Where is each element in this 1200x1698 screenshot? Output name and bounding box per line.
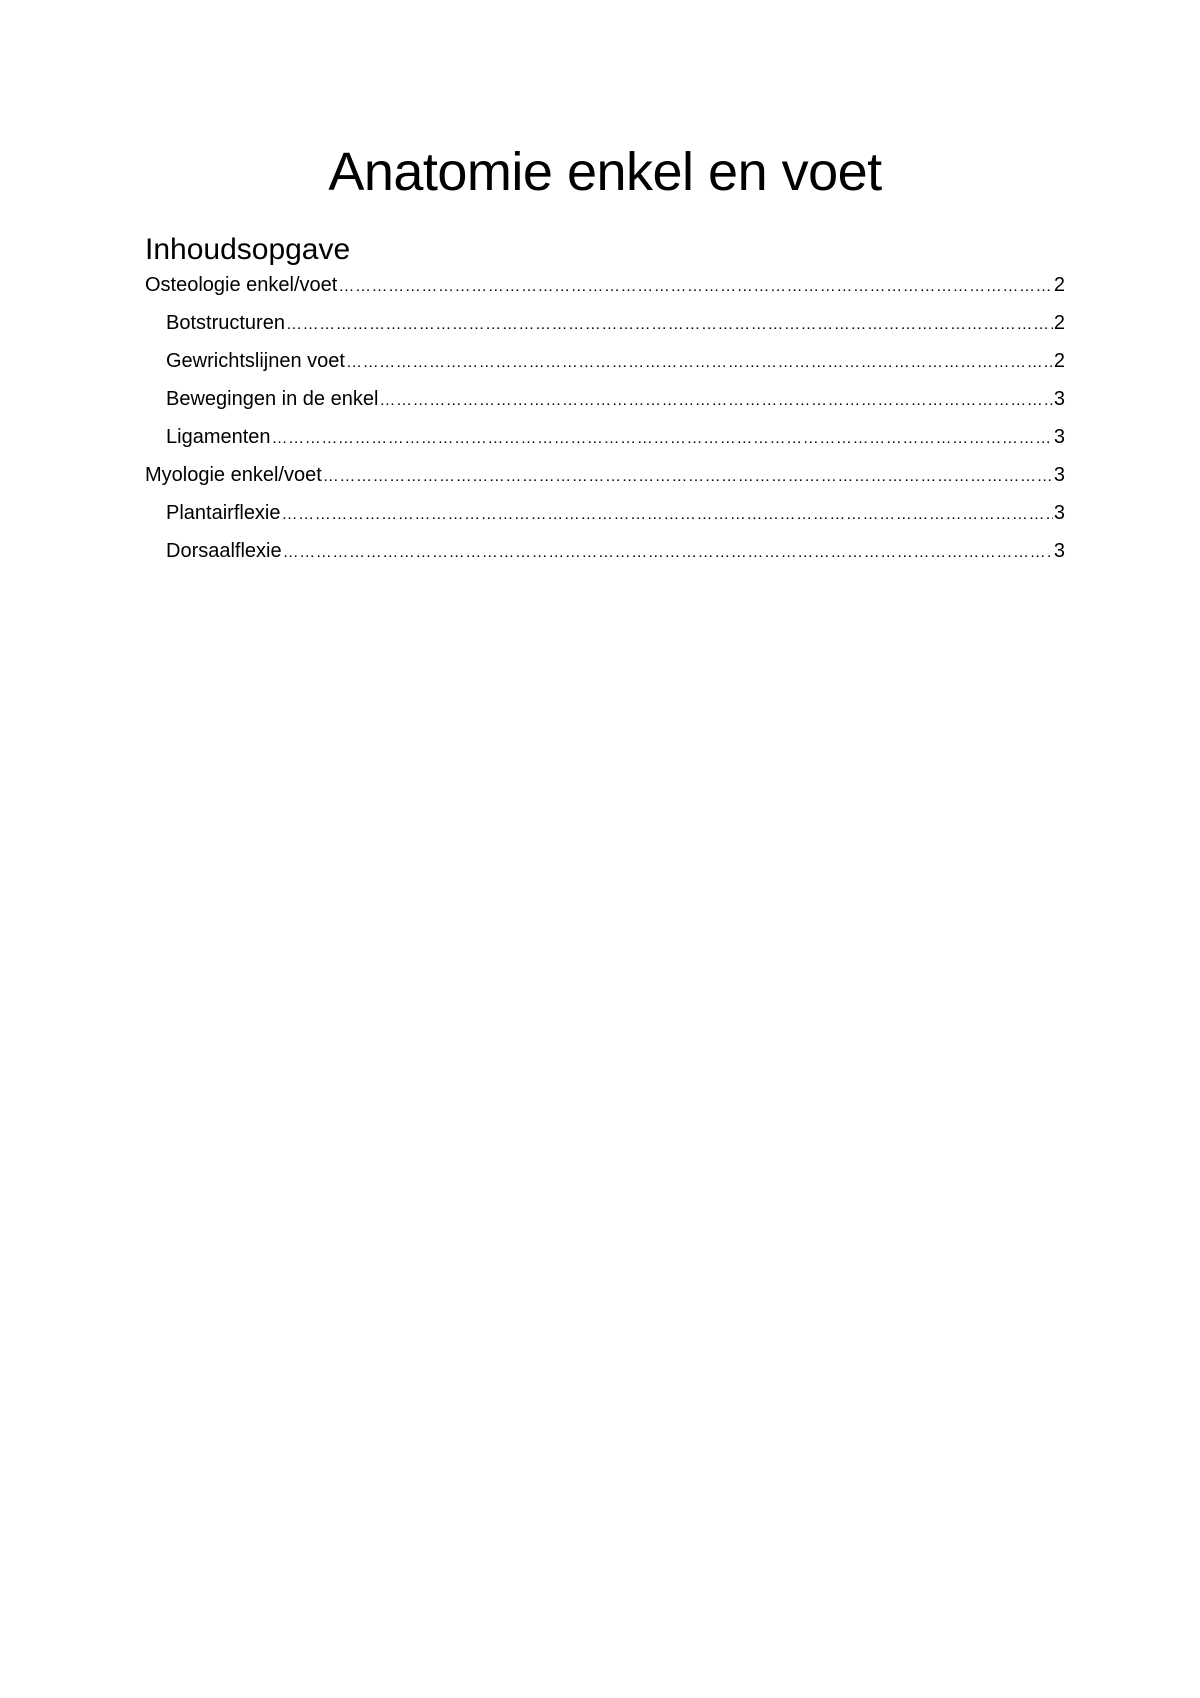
toc-entry-text: Gewrichtslijnen voet	[166, 350, 345, 372]
toc-leader-dots	[286, 310, 1053, 340]
document-title: Anatomie enkel en voet	[328, 142, 882, 202]
toc-entry-text: Bewegingen in de enkel	[166, 388, 379, 410]
toc-entry-text: Ligamenten	[166, 426, 271, 448]
toc-entry-text: Osteologie enkel/voet	[145, 274, 338, 296]
toc-entry[interactable]	[145, 460, 1065, 498]
toc-heading: Inhoudsopgave	[145, 233, 351, 266]
toc-entry-text: Dorsaalflexie	[166, 540, 282, 562]
toc-leader-dots	[379, 386, 1052, 416]
toc-page-number: 3	[1053, 464, 1065, 486]
toc-page-number: 2	[1053, 350, 1065, 372]
toc-leader-dots	[283, 538, 1053, 568]
toc-page-number: 2	[1053, 312, 1065, 334]
toc-page-number: 2	[1053, 274, 1065, 296]
toc-leader-dots	[338, 272, 1053, 302]
toc-entry-text: Plantairflexie	[166, 502, 281, 524]
toc-entry[interactable]	[145, 270, 1065, 308]
toc-entry-text: Myologie enkel/voet	[145, 464, 322, 486]
toc-leader-dots	[346, 348, 1053, 378]
toc-entry[interactable]	[145, 536, 1065, 574]
toc-page-number: 3	[1053, 502, 1065, 524]
toc-entry[interactable]	[145, 384, 1065, 422]
toc-leader-dots	[323, 462, 1053, 492]
toc-entry[interactable]	[145, 308, 1065, 346]
toc-page-number: 3	[1053, 426, 1065, 448]
toc-page-number: 3	[1053, 540, 1065, 562]
toc-leader-dots	[272, 424, 1053, 454]
toc-entry-text: Botstructuren	[166, 312, 285, 334]
toc-leader-dots	[282, 500, 1053, 530]
toc-entry[interactable]	[145, 422, 1065, 460]
table-of-contents	[145, 270, 1065, 574]
toc-entry[interactable]	[145, 498, 1065, 536]
toc-page-number: 3	[1053, 388, 1065, 410]
toc-entry[interactable]	[145, 346, 1065, 384]
